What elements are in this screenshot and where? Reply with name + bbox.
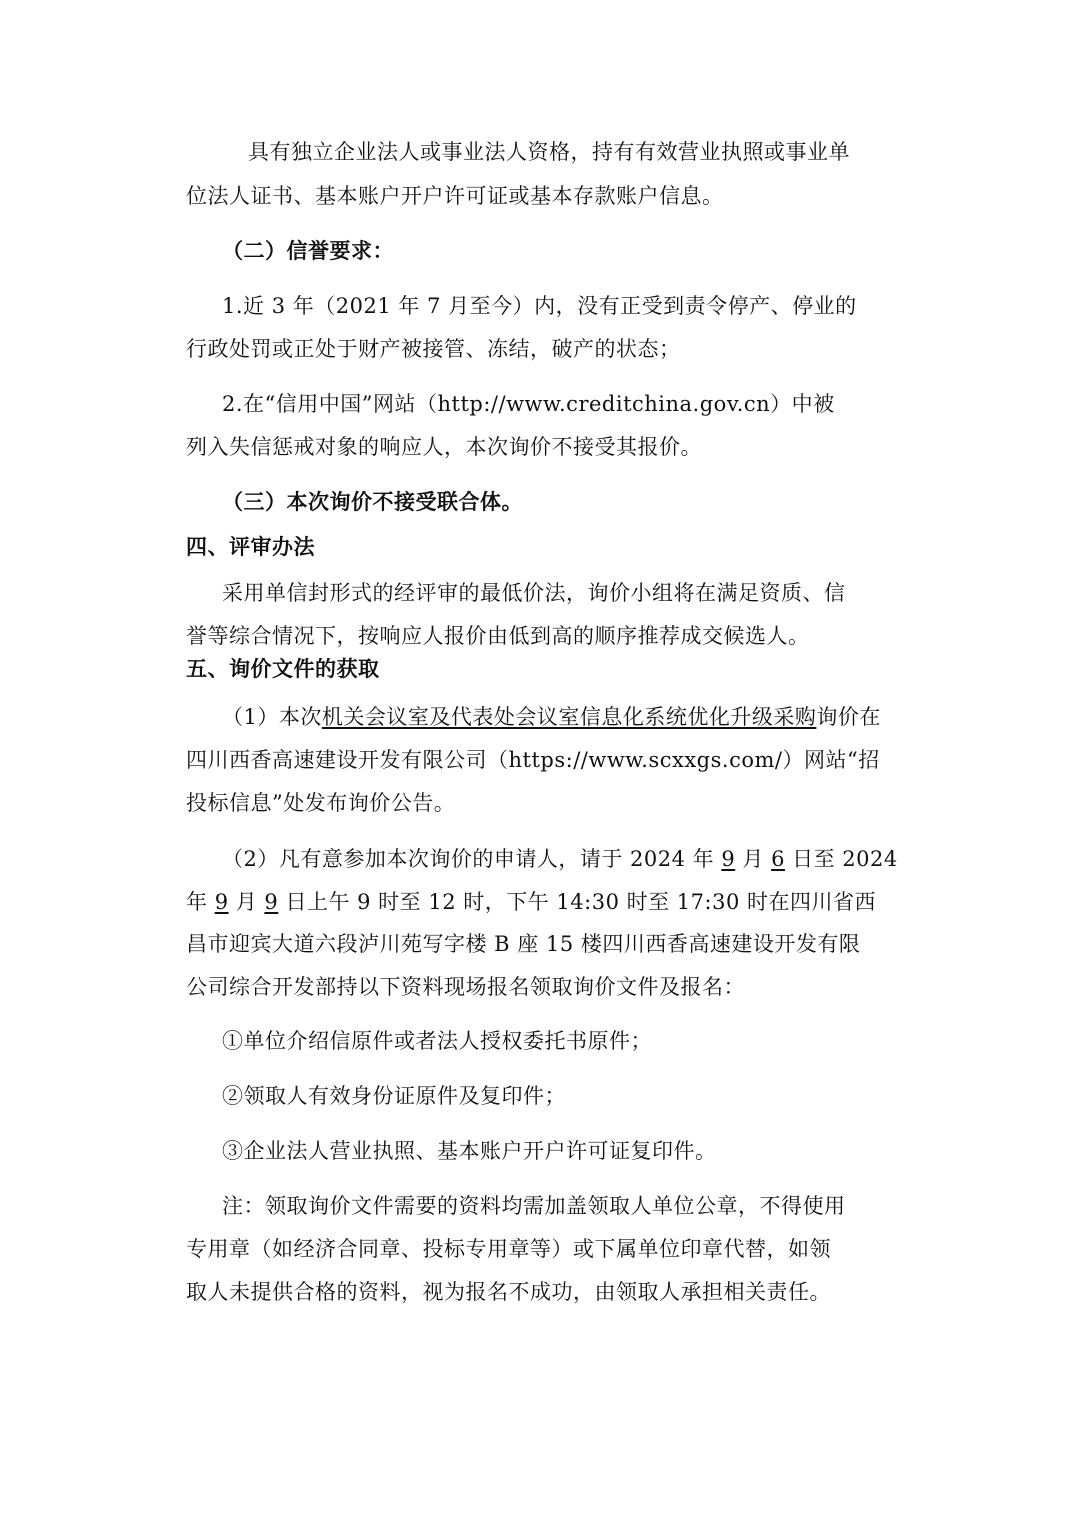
note-line-3: 取人未提供合格的资料，视为报名不成功，由领取人承担相关责任。 xyxy=(186,1280,831,1304)
documents-p1-line-2: 四川西香高速建设开发有限公司（https://www.scxxgs.com/）网站“招 xyxy=(186,748,880,772)
p2-text-c: 日至 2024 xyxy=(784,847,898,871)
evaluation-line-1: 采用单信封形式的经评审的最低价法，询价小组将在满足资质、信 xyxy=(222,581,846,605)
documents-p2-line-1 xyxy=(222,845,898,873)
credit-item-1-line-2: 行政处罚或正处于财产被接管、冻结，破产的状态； xyxy=(186,337,681,361)
documents-p2-line-3: 昌市迎宾大道六段泸川苑写字楼 B 座 15 楼四川西香高速建设开发有限 xyxy=(186,932,861,956)
note-line-2: 专用章（如经济合同章、投标专用章等）或下属单位印章代替，如领 xyxy=(186,1237,831,1261)
credit-heading: （二）信誉要求： xyxy=(222,239,394,263)
documents-heading: 五、询价文件的获取 xyxy=(186,657,380,681)
end-day: 9 xyxy=(264,890,279,914)
p2-text-d: 年 xyxy=(186,890,215,914)
evaluation-heading: 四、评审办法 xyxy=(186,535,315,559)
p2-text-e: 月 xyxy=(228,890,265,914)
list-item-3: ③企业法人营业执照、基本账户开户许可证复印件。 xyxy=(222,1139,717,1163)
evaluation-line-2: 誉等综合情况下，按响应人报价由低到高的顺序推荐成交候选人。 xyxy=(186,624,810,648)
list-item-1: ①单位介绍信原件或者法人授权委托书原件； xyxy=(222,1029,652,1053)
documents-p2-line-2 xyxy=(186,888,876,916)
qualification-line-1: 具有独立企业法人或事业法人资格，持有有效营业执照或事业单 xyxy=(248,140,850,164)
p2-text-a: （2）凡有意参加本次询价的申请人，请于 2024 年 xyxy=(222,847,722,871)
qualification-line-2: 位法人证书、基本账户开户许可证或基本存款账户信息。 xyxy=(186,184,724,208)
start-day: 6 xyxy=(771,847,785,871)
documents-p1-line-1 xyxy=(222,703,881,731)
p2-text-f: 日上午 9 时至 12 时，下午 14:30 时至 17:30 时在四川省西 xyxy=(278,890,876,914)
documents-p2-line-4: 公司综合开发部持以下资料现场报名领取询价文件及报名： xyxy=(186,975,745,999)
note-line-1: 注：领取询价文件需要的资料均需加盖领取人单位公章，不得使用 xyxy=(222,1194,846,1218)
start-month: 9 xyxy=(721,847,736,871)
credit-item-1-line-1: 1.近 3 年（2021 年 7 月至今）内，没有正受到责令停产、停业的 xyxy=(222,294,857,318)
credit-item-2-line-2: 列入失信惩戒对象的响应人，本次询价不接受其报价。 xyxy=(186,435,702,459)
list-item-2: ②领取人有效身份证原件及复印件； xyxy=(222,1084,566,1108)
project-name: 机关会议室及代表处会议室信息化系统优化升级采购 xyxy=(321,705,817,729)
credit-item-2-line-1: 2.在“信用中国”网站（http://www.creditchina.gov.cn）中被 xyxy=(222,392,835,416)
documents-p1-suffix: 询价在 xyxy=(816,705,881,729)
documents-p1-prefix: （1）本次 xyxy=(222,705,322,729)
end-month: 9 xyxy=(214,890,229,914)
p2-text-b: 月 xyxy=(735,847,772,871)
documents-p1-line-3: 投标信息”处发布询价公告。 xyxy=(186,791,456,815)
consortium-heading: （三）本次询价不接受联合体。 xyxy=(222,490,523,514)
